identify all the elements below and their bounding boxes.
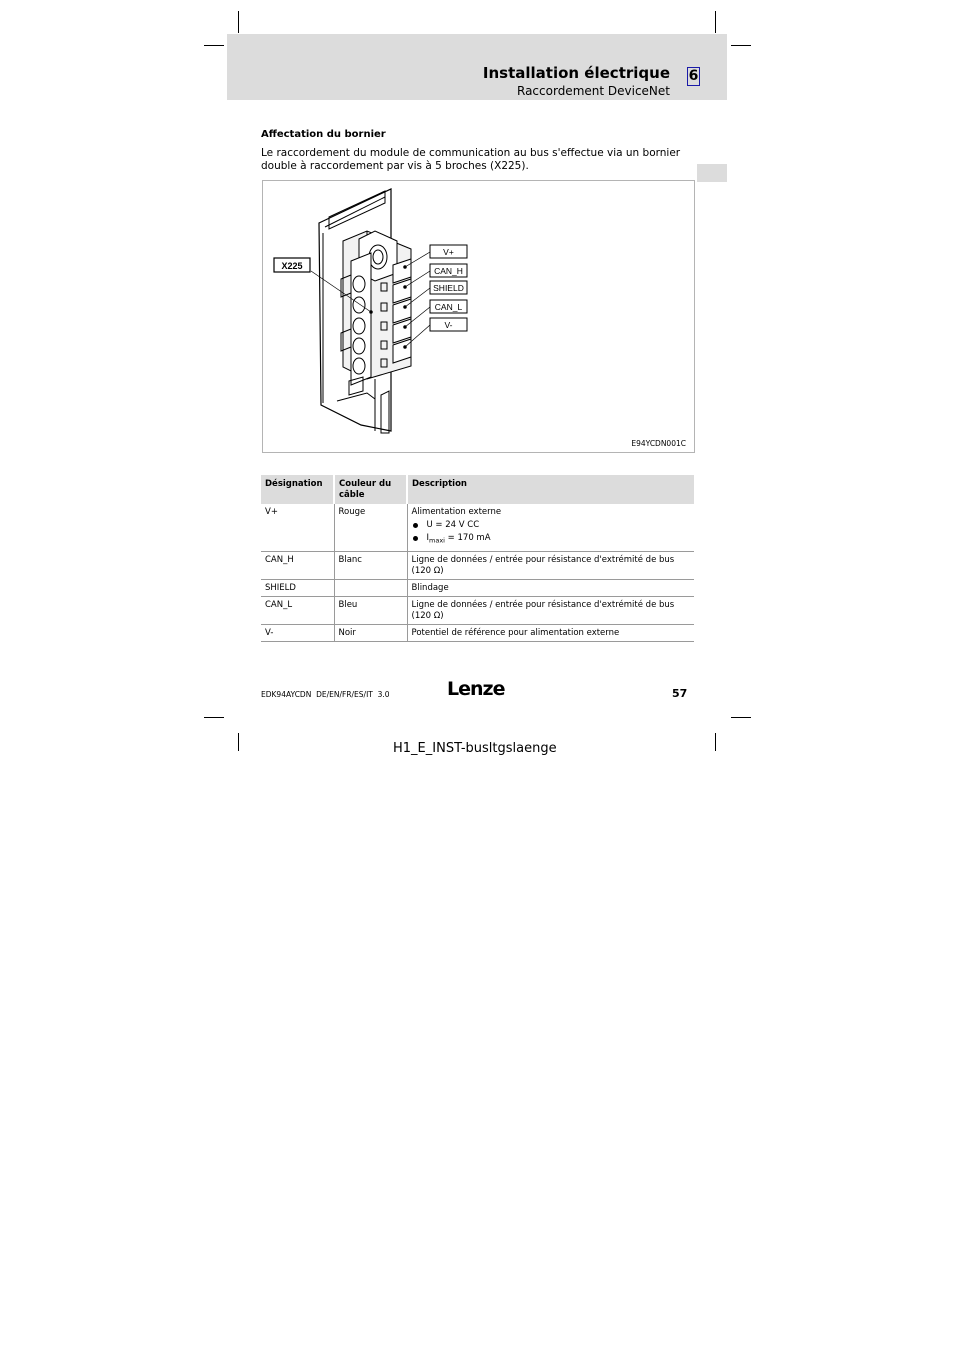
cell-description: Ligne de données / entrée pour résistance d'extrémité de bus (120 Ω) bbox=[407, 596, 694, 624]
crop-mark bbox=[238, 733, 239, 751]
column-header: Désignation bbox=[261, 475, 334, 504]
table-row bbox=[261, 624, 694, 641]
cell-description bbox=[407, 504, 694, 551]
pin-label-vplus: V+ bbox=[443, 247, 454, 257]
table-header-row bbox=[261, 475, 694, 504]
pin-label-vminus: V- bbox=[444, 320, 453, 330]
page-number: 57 bbox=[672, 687, 688, 700]
document-slug: H1_E_INST-busltgslaenge bbox=[393, 741, 557, 756]
label-x225: X225 bbox=[281, 261, 303, 271]
table-row bbox=[261, 596, 694, 624]
chapter-title: Installation électrique bbox=[482, 64, 670, 82]
crop-mark bbox=[715, 733, 716, 751]
cell-color: Rouge bbox=[334, 504, 407, 551]
bullet-item: $I_{maxi} = 170$ mA bbox=[412, 533, 691, 547]
pin-assignment-table bbox=[261, 475, 694, 642]
cell-color: Noir bbox=[334, 624, 407, 641]
side-tab bbox=[697, 164, 727, 182]
cell-description: Ligne de données / entrée pour résistance d'extrémité de bus (120 Ω) bbox=[407, 551, 694, 579]
table-row bbox=[261, 504, 694, 551]
cell-designation: CAN_L bbox=[261, 596, 334, 624]
table-row bbox=[261, 579, 694, 596]
table-row bbox=[261, 551, 694, 579]
crop-mark bbox=[204, 45, 224, 46]
description-text: Alimentation externe bbox=[411, 507, 502, 517]
intro-paragraph: Le raccordement du module de communication au bus s'effectue via un bornier double à raccordement par vis à 5 broches (X225). bbox=[261, 147, 681, 172]
crop-mark bbox=[204, 717, 224, 718]
lenze-logo: Lenze bbox=[447, 678, 505, 700]
pin-label-shield: SHIELD bbox=[433, 283, 464, 293]
section-heading: Affectation du bornier bbox=[261, 129, 386, 140]
connector-figure bbox=[262, 180, 695, 453]
crop-mark bbox=[731, 717, 751, 718]
figure-code: E94YCDN001C bbox=[631, 439, 686, 448]
chapter-number: 6 bbox=[688, 68, 699, 84]
bullet-list bbox=[412, 520, 691, 547]
cell-designation: V+ bbox=[261, 504, 334, 551]
crop-mark bbox=[715, 11, 716, 33]
column-header: Description bbox=[407, 475, 694, 504]
cell-designation: V- bbox=[261, 624, 334, 641]
crop-mark bbox=[238, 11, 239, 33]
bullet-item: U = 24 V CC bbox=[412, 520, 691, 531]
crop-mark bbox=[731, 45, 751, 46]
column-header: Couleur du câble bbox=[334, 475, 407, 504]
cell-color: Bleu bbox=[334, 596, 407, 624]
cell-color: Blanc bbox=[334, 551, 407, 579]
cell-description: Blindage bbox=[407, 579, 694, 596]
connector-drawing bbox=[263, 181, 694, 452]
pin-label-can-h: CAN_H bbox=[434, 266, 463, 276]
cell-designation: CAN_H bbox=[261, 551, 334, 579]
pin-label-can-l: CAN_L bbox=[434, 302, 463, 312]
cell-designation: SHIELD bbox=[261, 579, 334, 596]
chapter-subtitle: Raccordement DeviceNet bbox=[517, 84, 670, 98]
footer-doc-id: EDK94AYCDN DE/EN/FR/ES/IT 3.0 bbox=[261, 690, 390, 699]
cell-description: Potentiel de référence pour alimentation externe bbox=[407, 624, 694, 641]
cell-color bbox=[334, 579, 407, 596]
